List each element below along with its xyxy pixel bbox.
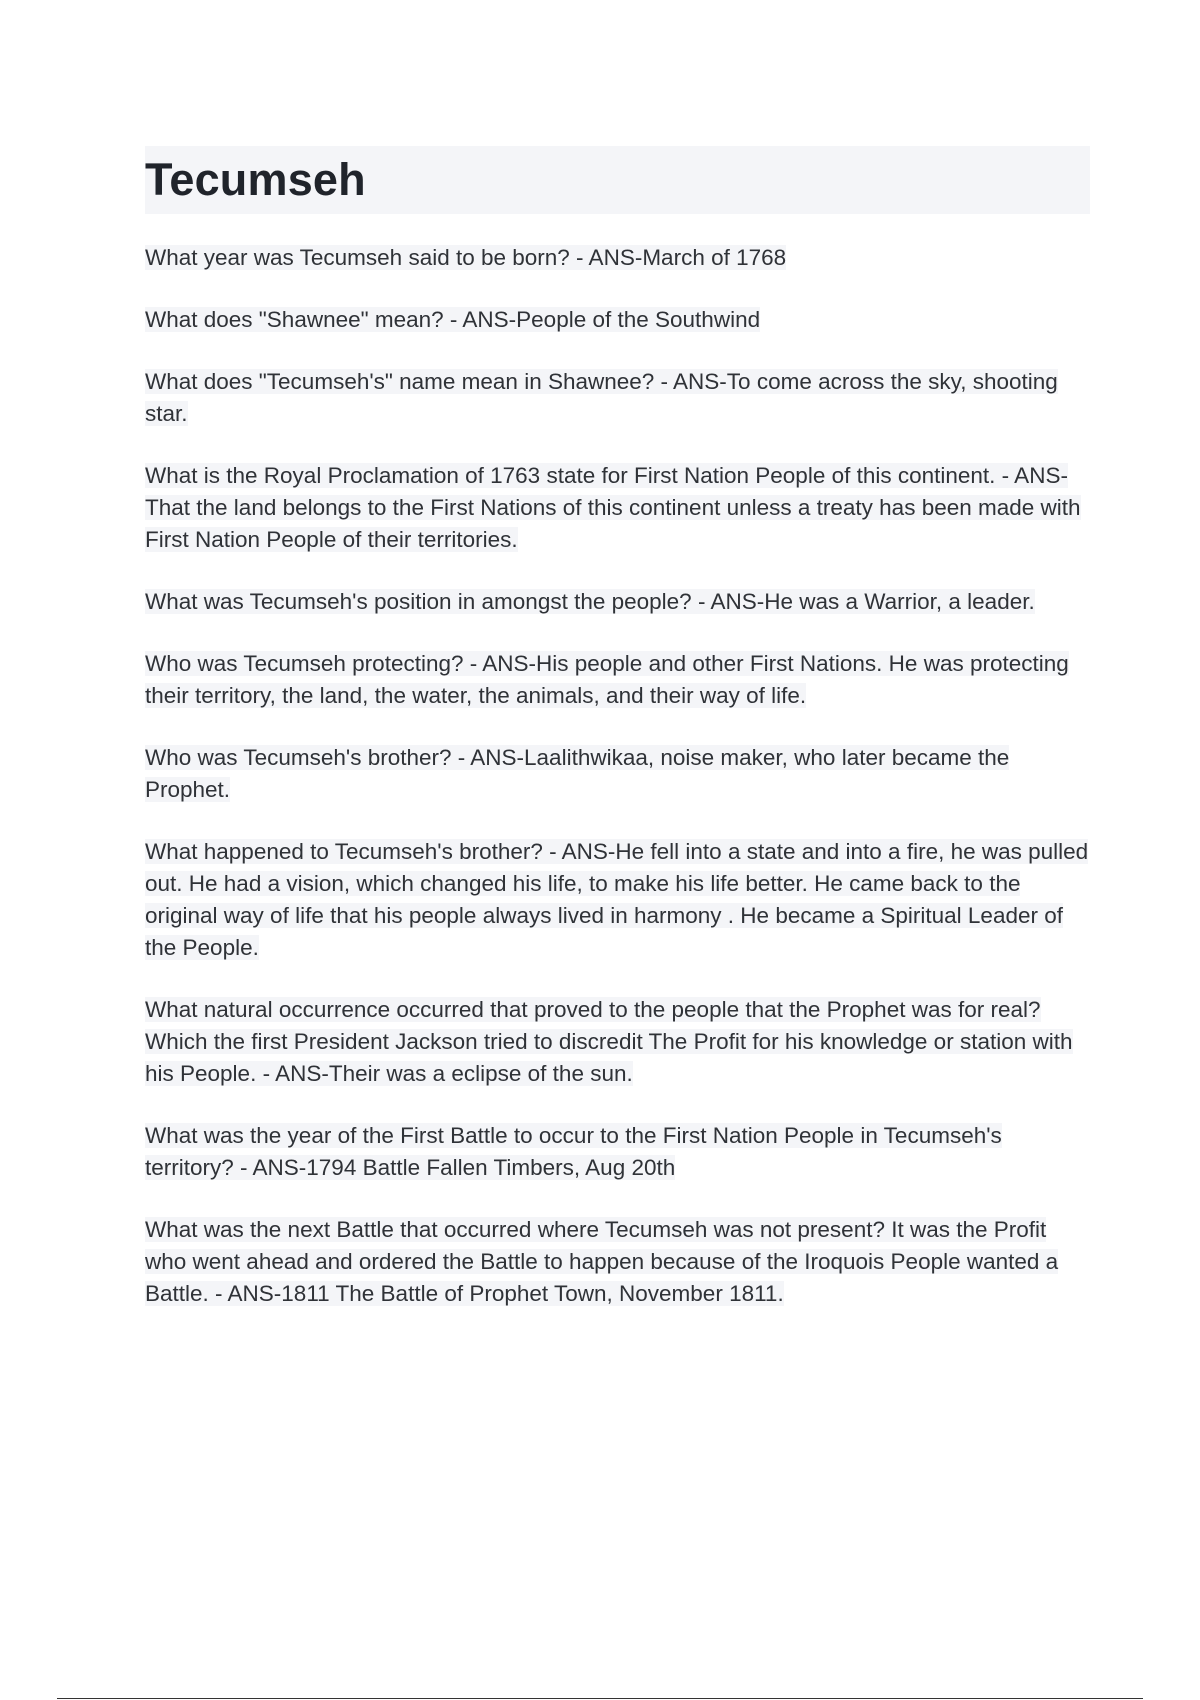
qa-item	[145, 742, 1090, 806]
document-title: Tecumseh	[145, 154, 366, 205]
footer-divider	[57, 1698, 1143, 1699]
qa-item	[145, 648, 1090, 712]
qa-item	[145, 586, 1090, 618]
qa-item	[145, 242, 1090, 274]
qa-item	[145, 460, 1090, 556]
qa-text: Who was Tecumseh's brother? - ANS-Laalithwikaa, noise maker, who later became the Prophet.	[145, 745, 1010, 802]
qa-text: Who was Tecumseh protecting? - ANS-His people and other First Nations. He was protecting their territory, the land, the water, the animals, and their way of life.	[145, 651, 1069, 708]
qa-item	[145, 1214, 1090, 1310]
qa-text: What does "Shawnee" mean? - ANS-People of the Southwind	[145, 307, 761, 332]
qa-text: What was the year of the First Battle to occur to the First Nation People in Tecumseh's territory? - ANS-1794 Battle Fallen Timbers, Aug 20th	[145, 1123, 1002, 1180]
qa-text: What is the Royal Proclamation of 1763 state for First Nation People of this continent. - ANS-That the land belongs to the First Nations of this continent unless a treaty has been made with First Nation People of their territories.	[145, 463, 1081, 552]
qa-text: What year was Tecumseh said to be born? - ANS-March of 1768	[145, 245, 787, 270]
qa-item	[145, 994, 1090, 1090]
qa-text: What natural occurrence occurred that proved to the people that the Prophet was for real? Which the first President Jackson tried to discredit The Profit for his knowledge or station with his People. - ANS-Their was a eclipse of the sun.	[145, 997, 1073, 1086]
qa-list	[145, 242, 1090, 1340]
qa-text: What was the next Battle that occurred where Tecumseh was not present? It was the Profit who went ahead and ordered the Battle to happen because of the Iroquois People wanted a Battle. - ANS-1811 The Battle of Prophet Town, November 1811.	[145, 1217, 1059, 1306]
qa-item	[145, 366, 1090, 430]
qa-item	[145, 1120, 1090, 1184]
qa-item	[145, 836, 1090, 964]
qa-item	[145, 304, 1090, 336]
qa-text: What does "Tecumseh's" name mean in Shawnee? - ANS-To come across the sky, shooting star.	[145, 369, 1058, 426]
qa-text: What was Tecumseh's position in amongst the people? - ANS-He was a Warrior, a leader.	[145, 589, 1035, 614]
qa-text: What happened to Tecumseh's brother? - ANS-He fell into a state and into a fire, he was pulled out. He had a vision, which changed his life, to make his life better. He came back to the original way of life that his people always lived in harmony . He became a Spiritual Leader of the People.	[145, 839, 1089, 960]
